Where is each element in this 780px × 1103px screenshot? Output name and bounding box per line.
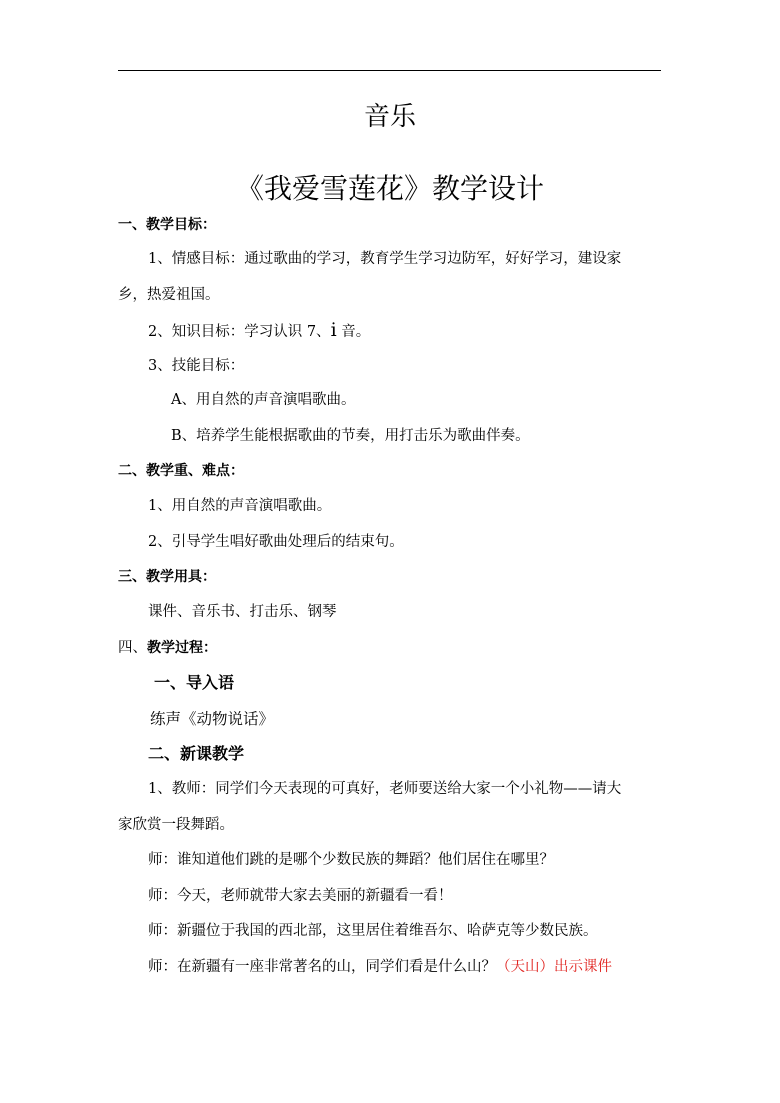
goal-2-post: 音。 xyxy=(336,324,371,340)
goal-3: 3、技能目标： xyxy=(148,358,245,374)
subsection-heading-intro: 一、导入语 xyxy=(154,673,235,692)
lesson-paragraph-5-highlight: （天山）出示课件 xyxy=(496,959,612,975)
section-heading-goals: 一、教学目标： xyxy=(118,217,216,233)
intro-content: 练声《动物说话》 xyxy=(150,710,275,728)
subsection-heading-new-lesson: 二、新课教学 xyxy=(148,744,245,763)
goal-3-b: B、培养学生能根据歌曲的节奏，用打击乐为歌曲伴奏。 xyxy=(171,428,530,444)
subject-title: 音乐 xyxy=(363,102,416,132)
lesson-paragraph-1-line-a: 1、教师：同学们今天表现的可真好，老师要送给大家一个小礼物——请大 xyxy=(148,781,622,797)
lesson-paragraph-4: 师：新疆位于我国的西北部，这里居住着维吾尔、哈萨克等少数民族。 xyxy=(148,923,598,939)
key-point-1: 1、用自然的声音演唱歌曲。 xyxy=(148,498,332,514)
process-heading-number: 四、 xyxy=(118,640,147,656)
tools-list: 课件、音乐书、打击乐、钢琴 xyxy=(148,604,337,620)
process-heading-text: 教学过程： xyxy=(147,640,217,656)
section-heading-tools: 三、教学用具： xyxy=(118,569,216,585)
key-point-2: 2、引导学生唱好歌曲处理后的结束句。 xyxy=(148,534,404,550)
goal-2-pre: 2、知识目标：学习认识 7、 xyxy=(148,324,331,340)
header-rule xyxy=(118,70,661,71)
lesson-paragraph-3: 师：今天，老师就带大家去美丽的新疆看一看！ xyxy=(148,888,453,904)
lesson-paragraph-5 xyxy=(148,957,612,977)
goal-1-line-a: 1、情感目标：通过歌曲的学习，教育学生学习边防军，好好学习，建设家 xyxy=(148,251,622,267)
goal-2 xyxy=(148,320,370,342)
goal-3-a: A、用自然的声音演唱歌曲。 xyxy=(171,392,356,408)
lesson-paragraph-2: 师：谁知道他们跳的是哪个少数民族的舞蹈？他们居住在哪里？ xyxy=(148,852,554,868)
lesson-paragraph-5-text: 师：在新疆有一座非常著名的山，同学们看是什么山？ xyxy=(148,959,496,975)
note-i-high: i xyxy=(330,319,337,341)
section-heading-key-points: 二、教学重、难点： xyxy=(118,463,244,479)
goal-1-line-b: 乡，热爱祖国。 xyxy=(118,287,220,303)
lesson-paragraph-1-line-b: 家欣赏一段舞蹈。 xyxy=(118,817,234,833)
lesson-title: 《我爱雪莲花》教学设计 xyxy=(235,172,544,205)
section-heading-process xyxy=(118,638,217,658)
